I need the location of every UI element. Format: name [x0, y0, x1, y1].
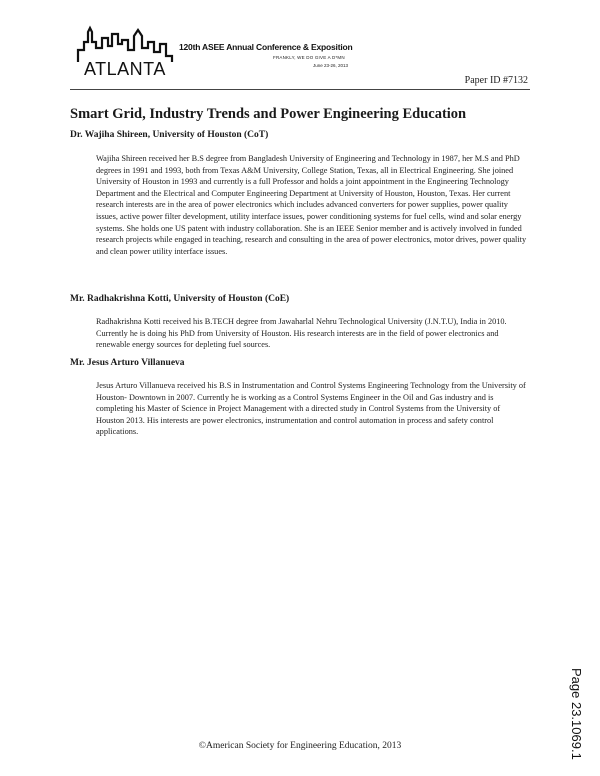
- author-name: Mr. Radhakrishna Kotti, University of Houston (CoE): [70, 294, 290, 304]
- copyright-footer: [0, 741, 600, 751]
- conference-motto: FRANKLY, WE DO GIVE A D*MN: [273, 55, 345, 60]
- author-name: Mr. Jesus Arturo Villanueva: [70, 358, 185, 368]
- skyline-logo-icon: [76, 22, 176, 64]
- author-bio: Jesus Arturo Villanueva received his B.S in Instrumentation and Control Systems Engineering Technology from the University of Houston- Downtown in 2007. Currently he is working as a Control Systems Engineer in the Oil and Gas industry and is completing his Master of Science in Project Management with a directed study in Control Systems from the University of Houston 2013. His interests are power electronics, instrumentation and control automation in process and safety control applications.: [96, 381, 526, 437]
- author-bio: Wajiha Shireen received her B.S degree from Bangladesh University of Engineering and Technology in 1987, her M.S and PhD degrees in 1991 and 1993, both from Texas A&M University, College Station, Texas, all in Electrical Engineering. She joined University of Houston in 1993 and currently is a full Professor and holds a joint appointment in the Engineering Technology Department and the Electrical and Computer Engineering Department at University of Houston, Houston, Texas. Her current research interests are in the area of power electronics which includes advanced converters for power supplies, power quality issues, active power filter development, utility interface issues, power conditioning systems for fuel cells, wind and solar energy systems. She holds one US patent with industry collaboration. She is an IEEE Senior member and is actively involved in funded research projects while engaged in teaching, research and consulting in the area of power electronics, motor drives, power quality and clean power utility interface issues.: [96, 154, 527, 256]
- conference-date: June 23-26, 2013: [313, 63, 349, 68]
- page-number: [569, 668, 584, 768]
- logo-city: ATLANTA: [84, 59, 166, 79]
- copyright-text: American Society for Engineering Education, 2013: [206, 741, 402, 751]
- page-number-text: Page 23.1069.1: [569, 668, 584, 760]
- author-name: Dr. Wajiha Shireen, University of Houston (CoT): [70, 130, 269, 140]
- paper-title: Smart Grid, Industry Trends and Power Engineering Education: [70, 106, 467, 122]
- copyright-icon: ©: [198, 741, 206, 751]
- conference-title: 120th ASEE Annual Conference & Exposition: [179, 42, 353, 52]
- header-divider: [70, 89, 530, 90]
- paper-id: Paper ID #7132: [464, 75, 528, 86]
- author-bio: Radhakrishna Kotti received his B.TECH degree from Jawaharlal Nehru Technological University (J.N.T.U), India in 2010. Currently he is doing his PhD from University of Houston. His research interests are in the field of power electronics and renewable energy sources for depleting fuel sources.: [96, 317, 507, 350]
- conference-logo: [76, 22, 186, 80]
